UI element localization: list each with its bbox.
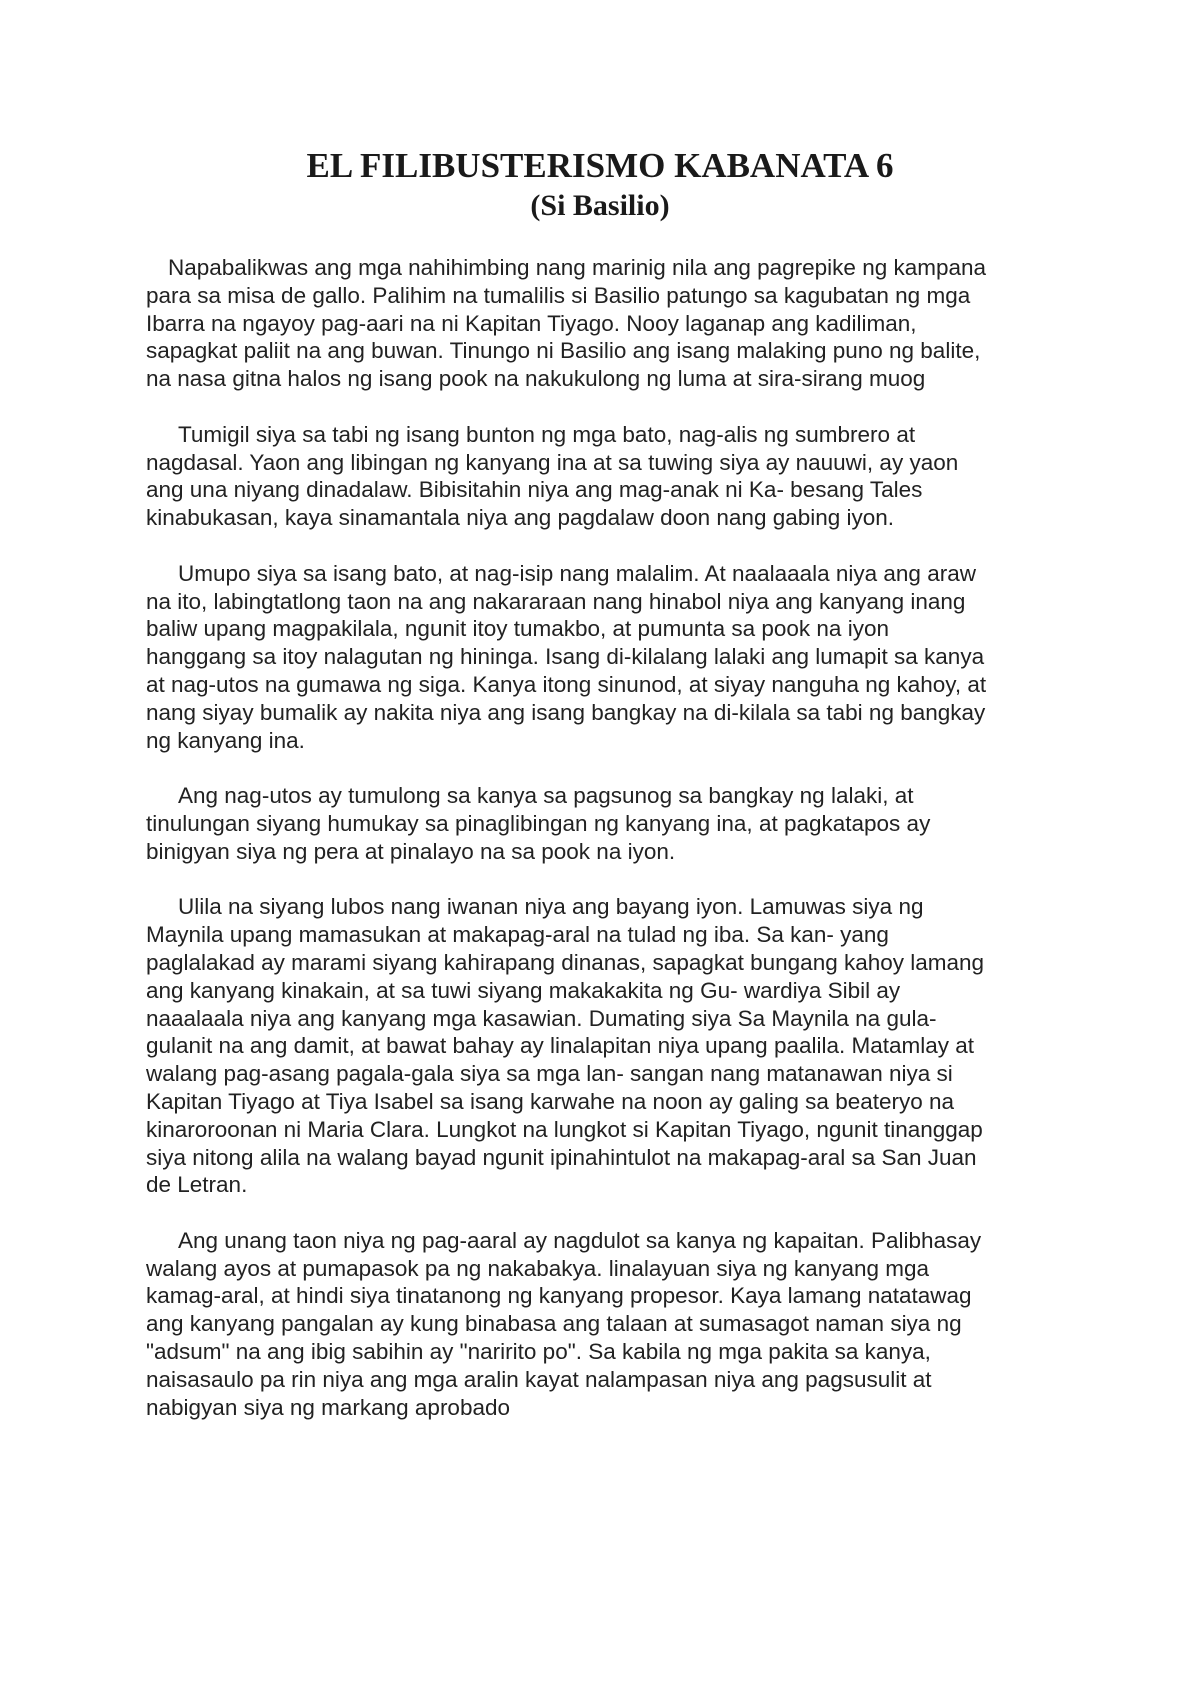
text-line: Maynila upang mamasukan at makapag-aral na tulad ng iba. Sa kan- yang bbox=[146, 922, 889, 948]
text-line: naaalaala niya ang kanyang mga kasawian. Dumating siya Sa Maynila na gula- bbox=[146, 1005, 937, 1031]
document-title: EL FILIBUSTERISMO KABANATA 6 bbox=[306, 146, 894, 185]
text-line: ang kanyang pangalan ay kung binabasa ang talaan at sumasagot naman siya ng bbox=[146, 1311, 962, 1337]
text-line: de Letran. bbox=[146, 1172, 248, 1198]
text-line: ang una niyang dinadalaw. Bibisitahin niya ang mag-anak ni Ka- besang Tales bbox=[146, 477, 923, 503]
text-line: kinaroroonan ni Maria Clara. Lungkot na lungkot si Kapitan Tiyago, ngunit tinanggap bbox=[146, 1116, 983, 1142]
text-line: Ang nag-utos ay tumulong sa kanya sa pagsunog sa bangkay ng lalaki, at bbox=[178, 783, 914, 809]
paragraph bbox=[146, 1227, 1086, 1422]
document-subtitle: (Si Basilio) bbox=[530, 189, 670, 222]
text-line: baliw upang magpakilala, ngunit itoy tumakbo, at pumunta sa pook na iyon bbox=[146, 616, 889, 642]
text-line: nabigyan siya ng markang aprobado bbox=[146, 1394, 510, 1420]
text-line: para sa misa de gallo. Palihim na tumalilis si Basilio patungo sa kagubatan ng mga bbox=[146, 282, 971, 308]
text-line: Tumigil siya sa tabi ng isang bunton ng mga bato, nag-alis ng sumbrero at bbox=[178, 421, 916, 447]
document-body bbox=[146, 254, 1086, 1421]
text-line: binigyan siya ng pera at pinalayo na sa pook na iyon. bbox=[146, 838, 676, 864]
text-line: kamag-aral, at hindi siya tinatanong ng kanyang propesor. Kaya lamang natatawag bbox=[146, 1283, 972, 1309]
text-line: kinabukasan, kaya sinamantala niya ang pagdalaw doon nang gabing iyon. bbox=[146, 505, 895, 531]
text-line: na nasa gitna halos ng isang pook na nakukulong ng luma at sira-sirang muog bbox=[146, 366, 926, 392]
text-line: siya nitong alila na walang bayad ngunit ipinahintulot na makapag-aral sa San Juan bbox=[146, 1144, 977, 1170]
text-line: Umupo siya sa isang bato, at nag-isip nang malalim. At naalaaala niya ang araw bbox=[178, 560, 976, 586]
text-line: sapagkat paliit na ang buwan. Tinungo ni Basilio ang isang malaking puno ng balite, bbox=[146, 338, 981, 364]
text-line: "adsum" na ang ibig sabihin ay "naririto po". Sa kabila ng mga pakita sa kanya, bbox=[146, 1339, 931, 1365]
text-line: walang ayos at pumapasok pa ng nakabakya. linalayuan siya ng kanyang mga bbox=[146, 1255, 930, 1281]
text-line: Napabalikwas ang mga nahihimbing nang marinig nila ang pagrepike ng kampana bbox=[168, 255, 987, 280]
text-line: Ibarra na ngayoy pag-aari na ni Kapitan Tiyago. Nooy laganap ang kadiliman, bbox=[146, 310, 917, 336]
text-line: at nag-utos na gumawa ng siga. Kanya itong sinunod, at siyay nanguha ng kahoy, at bbox=[146, 671, 987, 697]
text-line: tinulungan siyang humukay sa pinaglibingan ng kanyang ina, at pagkatapos ay bbox=[146, 810, 931, 836]
text-line: Kapitan Tiyago at Tiya Isabel sa isang karwahe na noon ay galing sa beateryo na bbox=[146, 1088, 955, 1114]
text-line: ng kanyang ina. bbox=[146, 727, 305, 753]
text-line: paglalakad ay marami siyang kahirapang dinanas, sapagkat bungang kahoy lamang bbox=[146, 949, 985, 975]
text-line: walang pag-asang pagala-gala siya sa mga lan- sangan nang matanawan niya si bbox=[146, 1061, 953, 1087]
text-line: ang kanyang kinakain, at sa tuwi siyang makakakita ng Gu- wardiya Sibil ay bbox=[146, 977, 901, 1003]
paragraph bbox=[146, 254, 1086, 393]
text-line: Ang unang taon niya ng pag-aaral ay nagdulot sa kanya ng kapaitan. Palibhasay bbox=[178, 1227, 982, 1253]
paragraph bbox=[146, 560, 1086, 755]
text-line: hanggang sa itoy nalagutan ng hininga. Isang di-kilalang lalaki ang lumapit sa kanya bbox=[146, 644, 985, 670]
text-line: gulanit na ang damit, at bawat bahay ay linalapitan niya upang paalila. Matamlay at bbox=[146, 1033, 975, 1059]
text-line: naisasaulo pa rin niya ang mga aralin kayat nalampasan niya ang pagsusulit at bbox=[146, 1366, 932, 1392]
text-line: Ulila na siyang lubos nang iwanan niya ang bayang iyon. Lamuwas siya ng bbox=[178, 894, 924, 920]
paragraph bbox=[146, 421, 1086, 532]
text-line: na ito, labingtatlong taon na ang nakararaan nang hinabol niya ang kanyang inang bbox=[146, 588, 966, 614]
paragraph bbox=[146, 782, 1086, 865]
text-line: nagdasal. Yaon ang libingan ng kanyang ina at sa tuwing siya ay nauuwi, ay yaon bbox=[146, 449, 959, 475]
text-line: nang siyay bumalik ay nakita niya ang isang bangkay na di-kilala sa tabi ng bangkay bbox=[146, 699, 986, 725]
paragraph bbox=[146, 893, 1086, 1199]
